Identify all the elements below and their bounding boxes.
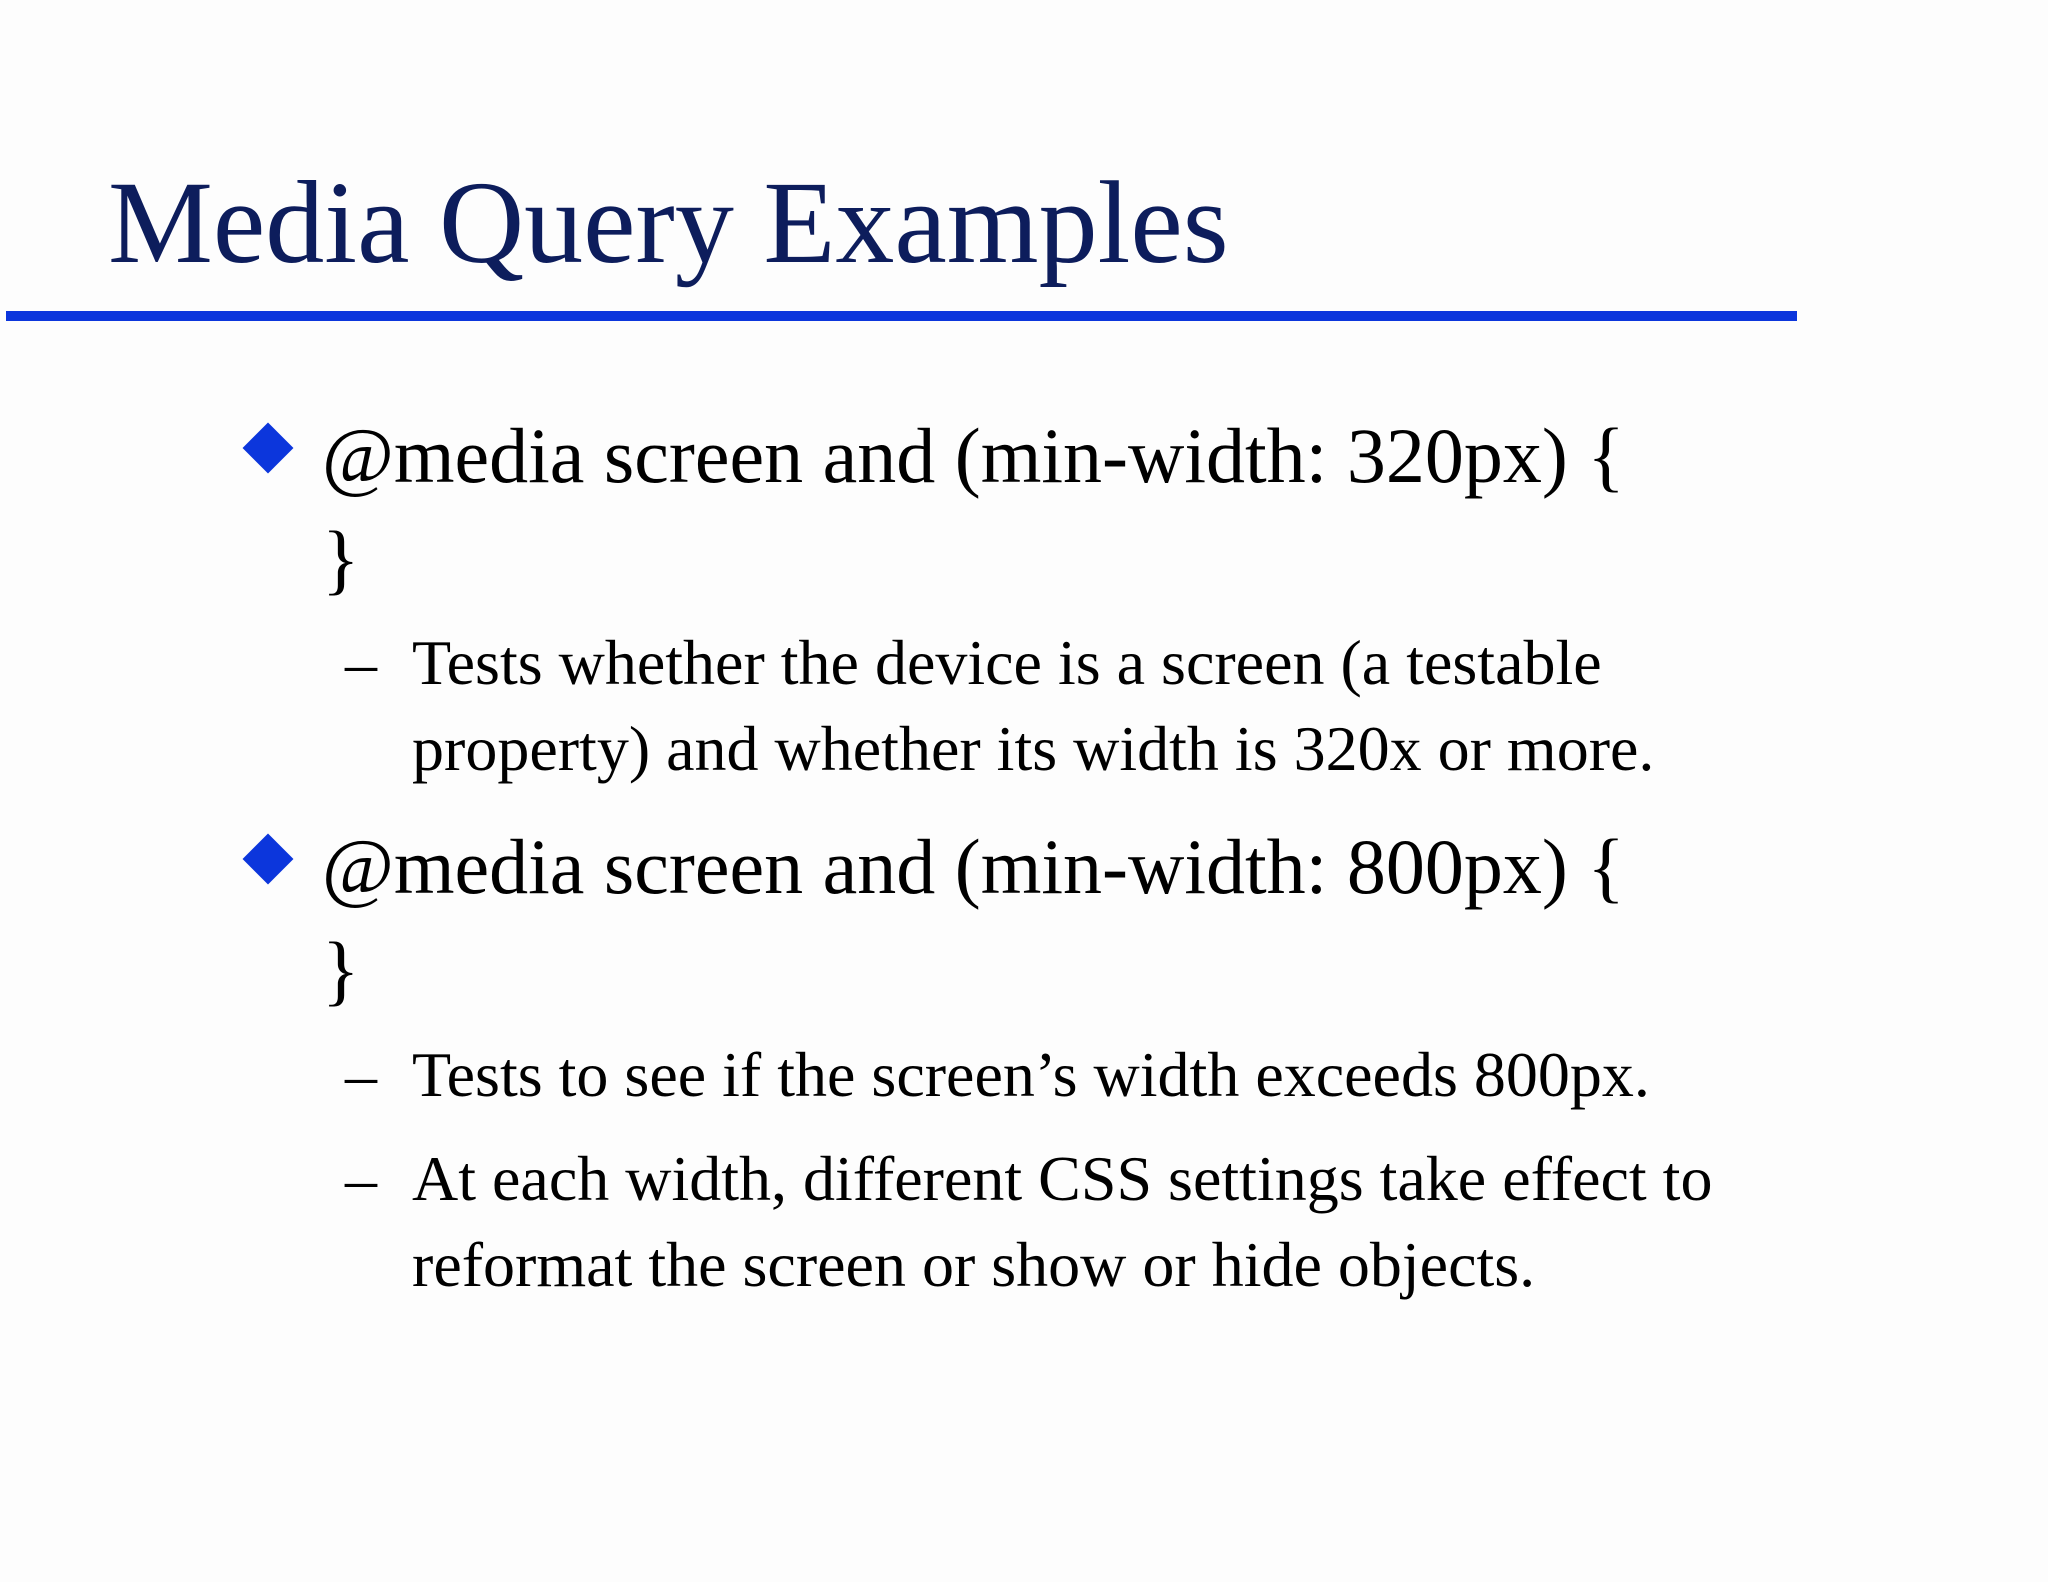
dash-icon: – (345, 627, 377, 698)
diamond-bullet-icon (243, 423, 294, 474)
dash-icon: – (345, 1039, 377, 1110)
diamond-bullet-icon (243, 834, 294, 885)
bullet-text: @media screen and (min-width: 320px) { } (322, 412, 1625, 602)
sub-bullet-text: Tests to see if the screen’s width exceeds 800px. (412, 1039, 1650, 1110)
title-underline (6, 311, 1797, 321)
sub-bullet-text: Tests whether the device is a screen (a testable property) and whether its width is 320x or more. (412, 627, 1655, 784)
bullet-text: @media screen and (min-width: 800px) { } (322, 823, 1625, 1013)
slide-title: Media Query Examples (108, 157, 1229, 288)
dash-icon: – (345, 1143, 377, 1214)
sub-bullet-text: At each width, different CSS settings take effect to reformat the screen or show or hide objects. (412, 1143, 1713, 1300)
